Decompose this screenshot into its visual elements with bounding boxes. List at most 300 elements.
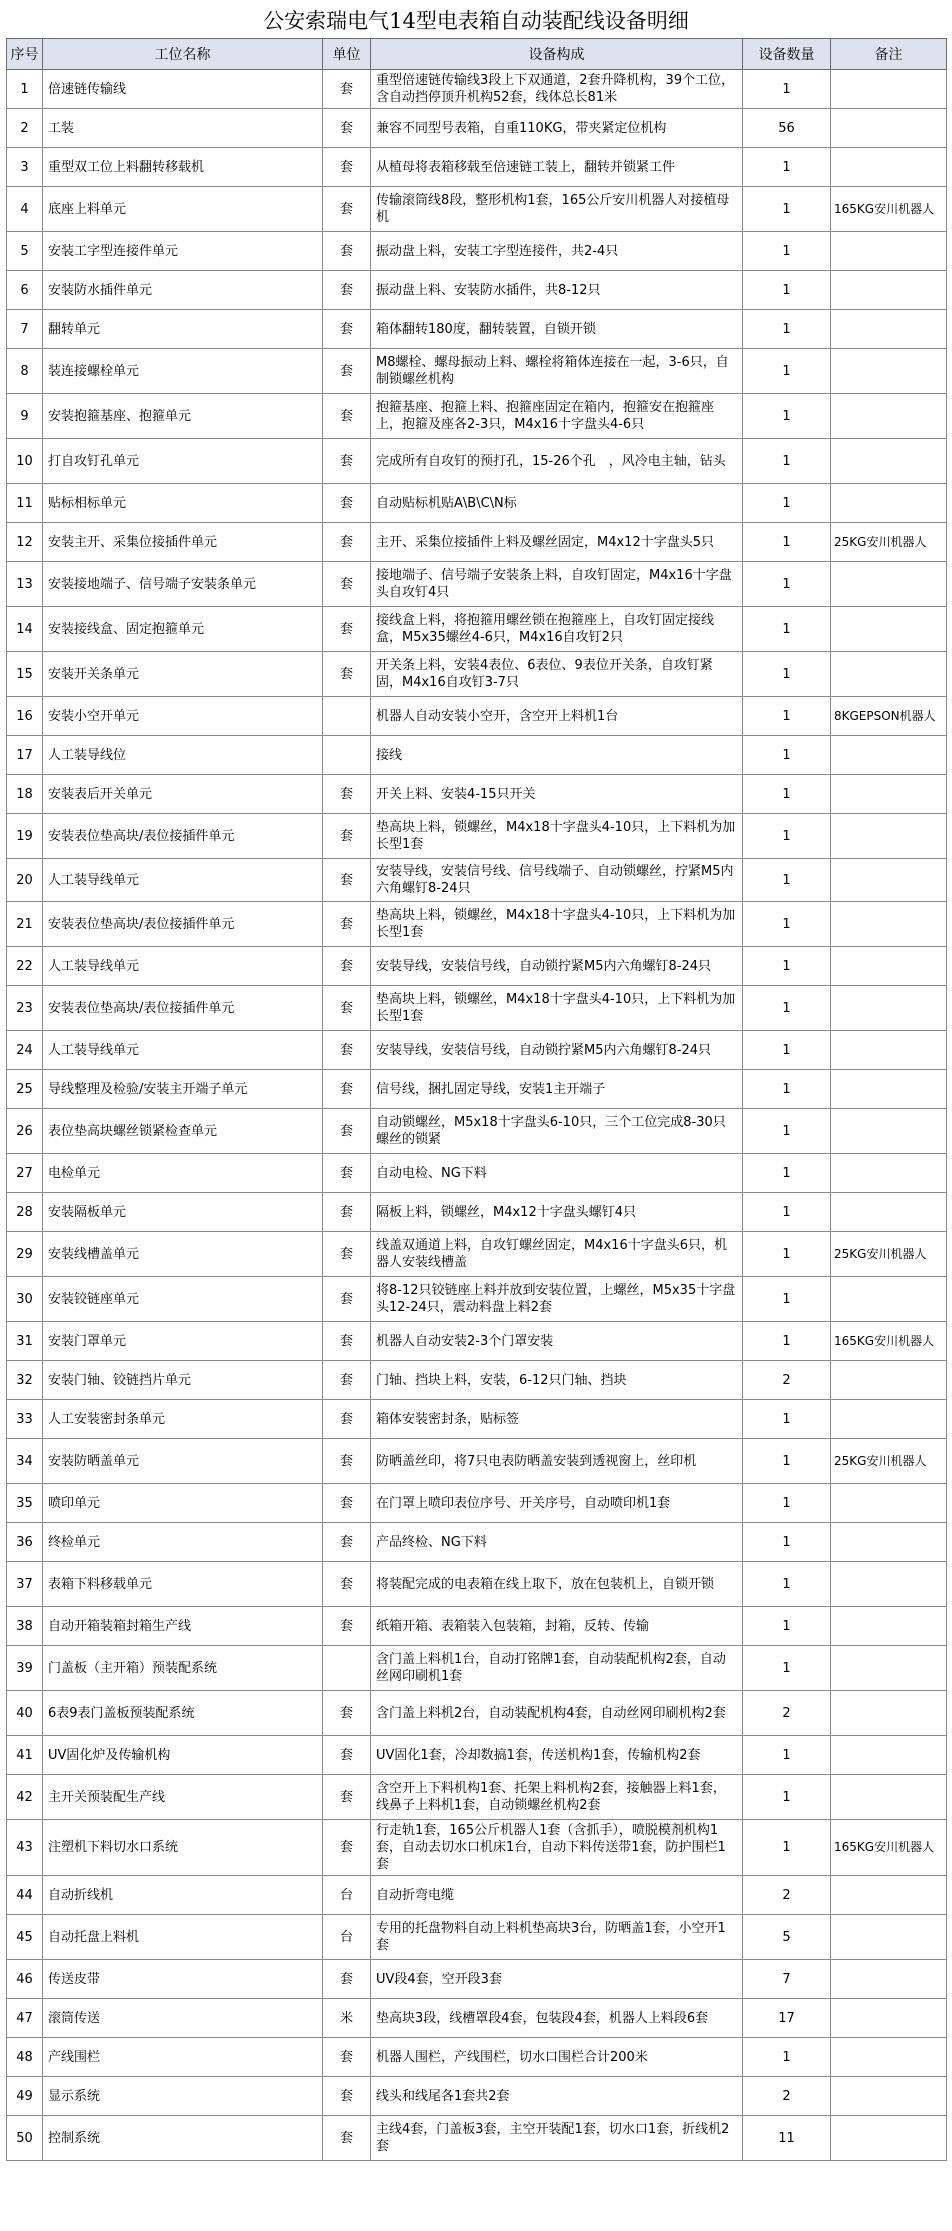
row-composition: 接线: [371, 736, 743, 775]
table-row: [7, 1361, 947, 1400]
row-unit: 套: [323, 902, 371, 947]
row-note: [831, 70, 947, 109]
table-row: [7, 148, 947, 187]
row-quantity: 2: [743, 1691, 831, 1736]
table-row: [7, 1607, 947, 1646]
header-note: 备注: [831, 39, 947, 70]
row-composition: 专用的托盘物料自动上料机垫高块3台，防晒盖1套，小空开1套: [371, 1915, 743, 1960]
row-unit: 套: [323, 814, 371, 859]
row-quantity: 1: [743, 562, 831, 607]
row-quantity: 1: [743, 1322, 831, 1361]
row-station-name: 安装线槽盖单元: [43, 1232, 323, 1277]
row-quantity: 1: [743, 1484, 831, 1523]
row-note: 165KG安川机器人: [831, 187, 947, 232]
row-station-name: 显示系统: [43, 2077, 323, 2116]
row-station-name: 安装抱箍基座、抱箍单元: [43, 394, 323, 439]
row-unit: 套: [323, 232, 371, 271]
row-composition: 线盖双通道上料，自攻钉螺丝固定，M4x16十字盘头6只，机器人安装线槽盖: [371, 1232, 743, 1277]
row-composition: 含空开上下料机构1套、托架上料机构2套，接触器上料1套，线鼻子上料机1套，自动锁螺丝机构2套: [371, 1775, 743, 1820]
row-number: 42: [7, 1775, 43, 1820]
row-quantity: 1: [743, 148, 831, 187]
row-composition: 安装导线，安装信号线、信号线端子、自动锁螺丝，拧紧M5内六角螺钉8-24只: [371, 859, 743, 902]
row-unit: 套: [323, 349, 371, 394]
row-unit: 套: [323, 986, 371, 1031]
row-unit: 套: [323, 2038, 371, 2077]
table-row: [7, 1484, 947, 1523]
row-number: 33: [7, 1400, 43, 1439]
row-note: [831, 1361, 947, 1400]
row-number: 29: [7, 1232, 43, 1277]
row-number: 50: [7, 2116, 43, 2161]
row-quantity: 1: [743, 1109, 831, 1154]
row-quantity: 1: [743, 947, 831, 986]
row-station-name: 底座上料单元: [43, 187, 323, 232]
row-station-name: 工装: [43, 109, 323, 148]
row-note: [831, 1960, 947, 1999]
row-note: [831, 2116, 947, 2161]
row-station-name: 人工安装密封条单元: [43, 1400, 323, 1439]
row-composition: 门轴、挡块上料，安装，6-12只门轴、挡块: [371, 1361, 743, 1400]
row-composition: 安装导线，安装信号线，自动锁拧紧M5内六角螺钉8-24只: [371, 1031, 743, 1070]
row-number: 13: [7, 562, 43, 607]
row-composition: 信号线，捆扎固定导线，安装1主开端子: [371, 1070, 743, 1109]
row-unit: 套: [323, 187, 371, 232]
row-composition: 纸箱开箱、表箱装入包装箱，封箱，反转、传输: [371, 1607, 743, 1646]
table-row: [7, 562, 947, 607]
row-unit: 套: [323, 1523, 371, 1562]
row-quantity: 7: [743, 1960, 831, 1999]
header-unit: 单位: [323, 39, 371, 70]
row-note: [831, 1876, 947, 1915]
row-number: 15: [7, 652, 43, 697]
row-number: 40: [7, 1691, 43, 1736]
row-number: 31: [7, 1322, 43, 1361]
row-quantity: 1: [743, 1562, 831, 1607]
row-unit: 套: [323, 1232, 371, 1277]
row-number: 19: [7, 814, 43, 859]
row-composition: 从植母将表箱移载至倍速链工装上，翻转并锁紧工件: [371, 148, 743, 187]
row-composition: 自动电检、NG下料: [371, 1154, 743, 1193]
row-note: [831, 394, 947, 439]
table-row: [7, 2077, 947, 2116]
row-unit: 套: [323, 1361, 371, 1400]
table-row: [7, 1820, 947, 1876]
row-number: 2: [7, 109, 43, 148]
row-station-name: 安装门轴、铰链挡片单元: [43, 1361, 323, 1400]
row-station-name: 控制系统: [43, 2116, 323, 2161]
row-quantity: 1: [743, 1775, 831, 1820]
row-unit: 米: [323, 1999, 371, 2038]
row-station-name: 自动开箱装箱封箱生产线: [43, 1607, 323, 1646]
row-composition: 垫高块3段，线槽罩段4套，包装段4套，机器人上料段6套: [371, 1999, 743, 2038]
table-row: [7, 2116, 947, 2161]
table-row: [7, 1109, 947, 1154]
row-note: [831, 439, 947, 484]
row-station-name: 安装表位垫高块/表位接插件单元: [43, 986, 323, 1031]
row-unit: 套: [323, 523, 371, 562]
row-composition: 主开、采集位接插件上料及螺丝固定，M4x12十字盘头5只: [371, 523, 743, 562]
table-row: [7, 775, 947, 814]
row-composition: M8螺栓、螺母振动上料、螺栓将箱体连接在一起，3-6只，自制锁螺丝机构: [371, 349, 743, 394]
row-station-name: 安装防晒盖单元: [43, 1439, 323, 1484]
row-number: 41: [7, 1736, 43, 1775]
row-composition: 行走轨1套，165公斤机器人1套（含抓手），喷脱模剂机构1套，自动去切水口机床1台，自动下料传送带1套，防护围栏1套: [371, 1820, 743, 1876]
row-unit: 套: [323, 148, 371, 187]
row-note: 165KG安川机器人: [831, 1820, 947, 1876]
row-number: 23: [7, 986, 43, 1031]
header-composition: 设备构成: [371, 39, 743, 70]
row-composition: 防晒盖丝印，将7只电表防晒盖安装到透视窗上，丝印机: [371, 1439, 743, 1484]
row-unit: 套: [323, 1736, 371, 1775]
row-composition: 机器人围栏，产线围栏，切水口围栏合计200米: [371, 2038, 743, 2077]
row-number: 17: [7, 736, 43, 775]
table-row: [7, 1775, 947, 1820]
row-number: 46: [7, 1960, 43, 1999]
table-row: [7, 986, 947, 1031]
row-number: 25: [7, 1070, 43, 1109]
row-composition: 将装配完成的电表箱在线上取下，放在包装机上，自锁开锁: [371, 1562, 743, 1607]
row-quantity: 1: [743, 736, 831, 775]
header-no: 序号: [7, 39, 43, 70]
row-composition: 含门盖上料机1台，自动打铭牌1套，自动装配机构2套，自动丝网印刷机1套: [371, 1646, 743, 1691]
row-composition: 垫高块上料，锁螺丝，M4x18十字盘头4-10只，上下料机为加长型1套: [371, 986, 743, 1031]
row-composition: 振动盘上料，安装工字型连接件，共2-4只: [371, 232, 743, 271]
row-note: [831, 1691, 947, 1736]
row-number: 45: [7, 1915, 43, 1960]
row-unit: 套: [323, 1691, 371, 1736]
row-station-name: 安装门罩单元: [43, 1322, 323, 1361]
row-unit: 台: [323, 1915, 371, 1960]
table-row: [7, 232, 947, 271]
row-station-name: 翻转单元: [43, 310, 323, 349]
row-composition: 机器人自动安装2-3个门罩安装: [371, 1322, 743, 1361]
row-note: [831, 1999, 947, 2038]
table-row: [7, 1960, 947, 1999]
row-composition: 重型倍速链传输线3段上下双通道，2套升降机构，39个工位，含自动挡停顶升机构52套，线体总长81米: [371, 70, 743, 109]
row-quantity: 56: [743, 109, 831, 148]
row-unit: 套: [323, 2116, 371, 2161]
row-unit: 套: [323, 607, 371, 652]
row-station-name: 安装表后开关单元: [43, 775, 323, 814]
row-composition: 抱箍基座、抱箍上料、抱箍座固定在箱内，抱箍安在抱箍座上，抱箍及座各2-3只，M4x16十字盘头4-6只: [371, 394, 743, 439]
row-number: 43: [7, 1820, 43, 1876]
row-quantity: 1: [743, 310, 831, 349]
row-unit: 套: [323, 2077, 371, 2116]
row-note: [831, 947, 947, 986]
row-number: 37: [7, 1562, 43, 1607]
row-number: 49: [7, 2077, 43, 2116]
row-quantity: 1: [743, 1277, 831, 1322]
row-station-name: 重型双工位上料翻转移载机: [43, 148, 323, 187]
table-row: [7, 1691, 947, 1736]
row-unit: 套: [323, 859, 371, 902]
row-quantity: 1: [743, 484, 831, 523]
row-quantity: 17: [743, 1999, 831, 2038]
row-quantity: 1: [743, 1193, 831, 1232]
row-station-name: 产线围栏: [43, 2038, 323, 2077]
row-unit: [323, 736, 371, 775]
row-number: 11: [7, 484, 43, 523]
row-unit: 套: [323, 70, 371, 109]
table-row: [7, 1999, 947, 2038]
row-composition: 箱体安装密封条，贴标签: [371, 1400, 743, 1439]
row-quantity: 1: [743, 394, 831, 439]
row-number: 5: [7, 232, 43, 271]
row-quantity: 1: [743, 1523, 831, 1562]
row-unit: 套: [323, 1154, 371, 1193]
row-unit: 套: [323, 484, 371, 523]
table-row: [7, 1876, 947, 1915]
row-number: 34: [7, 1439, 43, 1484]
row-quantity: 1: [743, 1400, 831, 1439]
row-note: [831, 349, 947, 394]
row-number: 10: [7, 439, 43, 484]
row-note: [831, 1400, 947, 1439]
table-row: [7, 697, 947, 736]
row-station-name: 表箱下料移载单元: [43, 1562, 323, 1607]
row-quantity: 1: [743, 1607, 831, 1646]
row-unit: [323, 697, 371, 736]
row-note: [831, 607, 947, 652]
table-row: [7, 523, 947, 562]
row-quantity: 1: [743, 1646, 831, 1691]
row-station-name: 安装隔板单元: [43, 1193, 323, 1232]
row-unit: 套: [323, 1070, 371, 1109]
row-station-name: 终检单元: [43, 1523, 323, 1562]
row-number: 1: [7, 70, 43, 109]
table-row: [7, 859, 947, 902]
row-note: [831, 1031, 947, 1070]
row-number: 16: [7, 697, 43, 736]
row-number: 3: [7, 148, 43, 187]
row-note: [831, 109, 947, 148]
row-station-name: 装连接螺栓单元: [43, 349, 323, 394]
row-quantity: 1: [743, 1439, 831, 1484]
row-unit: [323, 1646, 371, 1691]
row-unit: 套: [323, 109, 371, 148]
row-station-name: 安装表位垫高块/表位接插件单元: [43, 814, 323, 859]
row-station-name: 电检单元: [43, 1154, 323, 1193]
equipment-table: [6, 38, 947, 2161]
row-composition: 在门罩上喷印表位序号、开关序号，自动喷印机1套: [371, 1484, 743, 1523]
table-row: [7, 1562, 947, 1607]
table-row: [7, 1232, 947, 1277]
row-number: 24: [7, 1031, 43, 1070]
row-unit: 套: [323, 1109, 371, 1154]
row-composition: 隔板上料，锁螺丝，M4x12十字盘头螺钉4只: [371, 1193, 743, 1232]
row-station-name: 安装防水插件单元: [43, 271, 323, 310]
row-number: 22: [7, 947, 43, 986]
row-quantity: 1: [743, 232, 831, 271]
row-station-name: 倍速链传输线: [43, 70, 323, 109]
row-station-name: 打自攻钉孔单元: [43, 439, 323, 484]
row-station-name: 安装开关条单元: [43, 652, 323, 697]
row-composition: UV固化1套，冷却数搞1套，传送机构1套，传输机构2套: [371, 1736, 743, 1775]
table-row: [7, 2038, 947, 2077]
row-number: 32: [7, 1361, 43, 1400]
row-number: 4: [7, 187, 43, 232]
row-number: 20: [7, 859, 43, 902]
row-note: [831, 775, 947, 814]
row-quantity: 1: [743, 814, 831, 859]
row-note: [831, 2038, 947, 2077]
row-note: [831, 148, 947, 187]
table-row: [7, 736, 947, 775]
row-composition: 机器人自动安装小空开，含空开上料机1台: [371, 697, 743, 736]
row-note: [831, 1523, 947, 1562]
row-number: 6: [7, 271, 43, 310]
row-note: [831, 2077, 947, 2116]
row-unit: 套: [323, 1193, 371, 1232]
row-quantity: 1: [743, 1820, 831, 1876]
row-number: 18: [7, 775, 43, 814]
row-unit: 套: [323, 1562, 371, 1607]
row-note: [831, 1484, 947, 1523]
row-quantity: 1: [743, 607, 831, 652]
row-quantity: 1: [743, 1031, 831, 1070]
row-quantity: 1: [743, 697, 831, 736]
table-row: [7, 1523, 947, 1562]
row-note: [831, 859, 947, 902]
row-note: [831, 310, 947, 349]
row-note: [831, 1154, 947, 1193]
row-number: 12: [7, 523, 43, 562]
row-station-name: 主开关预装配生产线: [43, 1775, 323, 1820]
table-row: [7, 394, 947, 439]
row-number: 38: [7, 1607, 43, 1646]
table-row: [7, 1736, 947, 1775]
table-row: [7, 310, 947, 349]
row-composition: 接线盒上料，将抱箍用螺丝锁在抱箍座上，自攻钉固定接线盒，M5x35螺丝4-6只，M4x16自攻钉2只: [371, 607, 743, 652]
row-composition: 垫高块上料，锁螺丝，M4x18十字盘头4-10只，上下料机为加长型1套: [371, 814, 743, 859]
table-row: [7, 1400, 947, 1439]
row-note: [831, 1562, 947, 1607]
row-quantity: 1: [743, 439, 831, 484]
row-note: 25KG安川机器人: [831, 523, 947, 562]
table-row: [7, 484, 947, 523]
row-number: 30: [7, 1277, 43, 1322]
table-row: [7, 1154, 947, 1193]
row-number: 44: [7, 1876, 43, 1915]
row-quantity: 1: [743, 859, 831, 902]
row-number: 28: [7, 1193, 43, 1232]
row-station-name: 滚筒传送: [43, 1999, 323, 2038]
table-row: [7, 1322, 947, 1361]
table-row: [7, 652, 947, 697]
table-row: [7, 947, 947, 986]
row-note: [831, 1915, 947, 1960]
row-note: [831, 562, 947, 607]
row-unit: 套: [323, 394, 371, 439]
row-station-name: 门盖板（主开箱）预装配系统: [43, 1646, 323, 1691]
row-composition: 安装导线，安装信号线，自动锁拧紧M5内六角螺钉8-24只: [371, 947, 743, 986]
row-station-name: 自动托盘上料机: [43, 1915, 323, 1960]
row-station-name: 自动折线机: [43, 1876, 323, 1915]
row-station-name: 安装工字型连接件单元: [43, 232, 323, 271]
table-row: [7, 1193, 947, 1232]
row-note: [831, 232, 947, 271]
row-station-name: 导线整理及检验/安装主开端子单元: [43, 1070, 323, 1109]
row-unit: 套: [323, 1775, 371, 1820]
row-station-name: 安装主开、采集位接插件单元: [43, 523, 323, 562]
table-row: [7, 902, 947, 947]
row-note: [831, 1775, 947, 1820]
row-composition: 自动贴标机贴A\B\C\N标: [371, 484, 743, 523]
row-station-name: 人工装导线单元: [43, 1031, 323, 1070]
row-unit: 套: [323, 1484, 371, 1523]
row-unit: 套: [323, 652, 371, 697]
row-composition: 线头和线尾各1套共2套: [371, 2077, 743, 2116]
table-row: [7, 1277, 947, 1322]
row-composition: 接地端子、信号端子安装条上料，自攻钉固定，M4x16十字盘头自攻钉4只: [371, 562, 743, 607]
row-unit: 套: [323, 1031, 371, 1070]
row-composition: 开关上料、安装4-15只开关: [371, 775, 743, 814]
table-row: [7, 607, 947, 652]
row-quantity: 1: [743, 187, 831, 232]
table-row: [7, 187, 947, 232]
row-unit: 套: [323, 1277, 371, 1322]
row-station-name: 安装小空开单元: [43, 697, 323, 736]
row-quantity: 2: [743, 2077, 831, 2116]
table-row: [7, 814, 947, 859]
row-station-name: 喷印单元: [43, 1484, 323, 1523]
row-quantity: 5: [743, 1915, 831, 1960]
row-number: 26: [7, 1109, 43, 1154]
row-composition: 垫高块上料，锁螺丝，M4x18十字盘头4-10只，上下料机为加长型1套: [371, 902, 743, 947]
header-quantity: 设备数量: [743, 39, 831, 70]
row-composition: UV段4套，空开段3套: [371, 1960, 743, 1999]
row-composition: 产品终检、NG下料: [371, 1523, 743, 1562]
row-unit: 套: [323, 271, 371, 310]
table-row: [7, 349, 947, 394]
row-station-name: 安装接线盒、固定抱箍单元: [43, 607, 323, 652]
row-station-name: 6表9表门盖板预装配系统: [43, 1691, 323, 1736]
table-body: [7, 70, 947, 2161]
row-number: 8: [7, 349, 43, 394]
row-quantity: 1: [743, 652, 831, 697]
row-number: 39: [7, 1646, 43, 1691]
row-note: [831, 1193, 947, 1232]
table-row: [7, 70, 947, 109]
header-name: 工位名称: [43, 39, 323, 70]
row-quantity: 1: [743, 775, 831, 814]
row-note: [831, 484, 947, 523]
row-note: 25KG安川机器人: [831, 1232, 947, 1277]
row-unit: 套: [323, 1439, 371, 1484]
document-title: 公安索瑞电气14型电表箱自动装配线设备明细: [263, 9, 689, 33]
row-unit: 套: [323, 947, 371, 986]
row-station-name: 人工装导线位: [43, 736, 323, 775]
table-row: [7, 1031, 947, 1070]
row-number: 14: [7, 607, 43, 652]
row-quantity: 1: [743, 1154, 831, 1193]
row-unit: 套: [323, 1322, 371, 1361]
row-note: [831, 1736, 947, 1775]
row-composition: 主线4套，门盖板3套，主空开装配1套，切水口1套，折线机2套: [371, 2116, 743, 2161]
row-note: [831, 736, 947, 775]
row-unit: 套: [323, 1400, 371, 1439]
row-note: [831, 902, 947, 947]
row-station-name: 安装表位垫高块/表位接插件单元: [43, 902, 323, 947]
row-number: 9: [7, 394, 43, 439]
row-quantity: 1: [743, 271, 831, 310]
row-note: [831, 986, 947, 1031]
row-quantity: 11: [743, 2116, 831, 2161]
row-quantity: 1: [743, 1070, 831, 1109]
row-unit: 套: [323, 439, 371, 484]
table-row: [7, 1915, 947, 1960]
row-unit: 套: [323, 775, 371, 814]
